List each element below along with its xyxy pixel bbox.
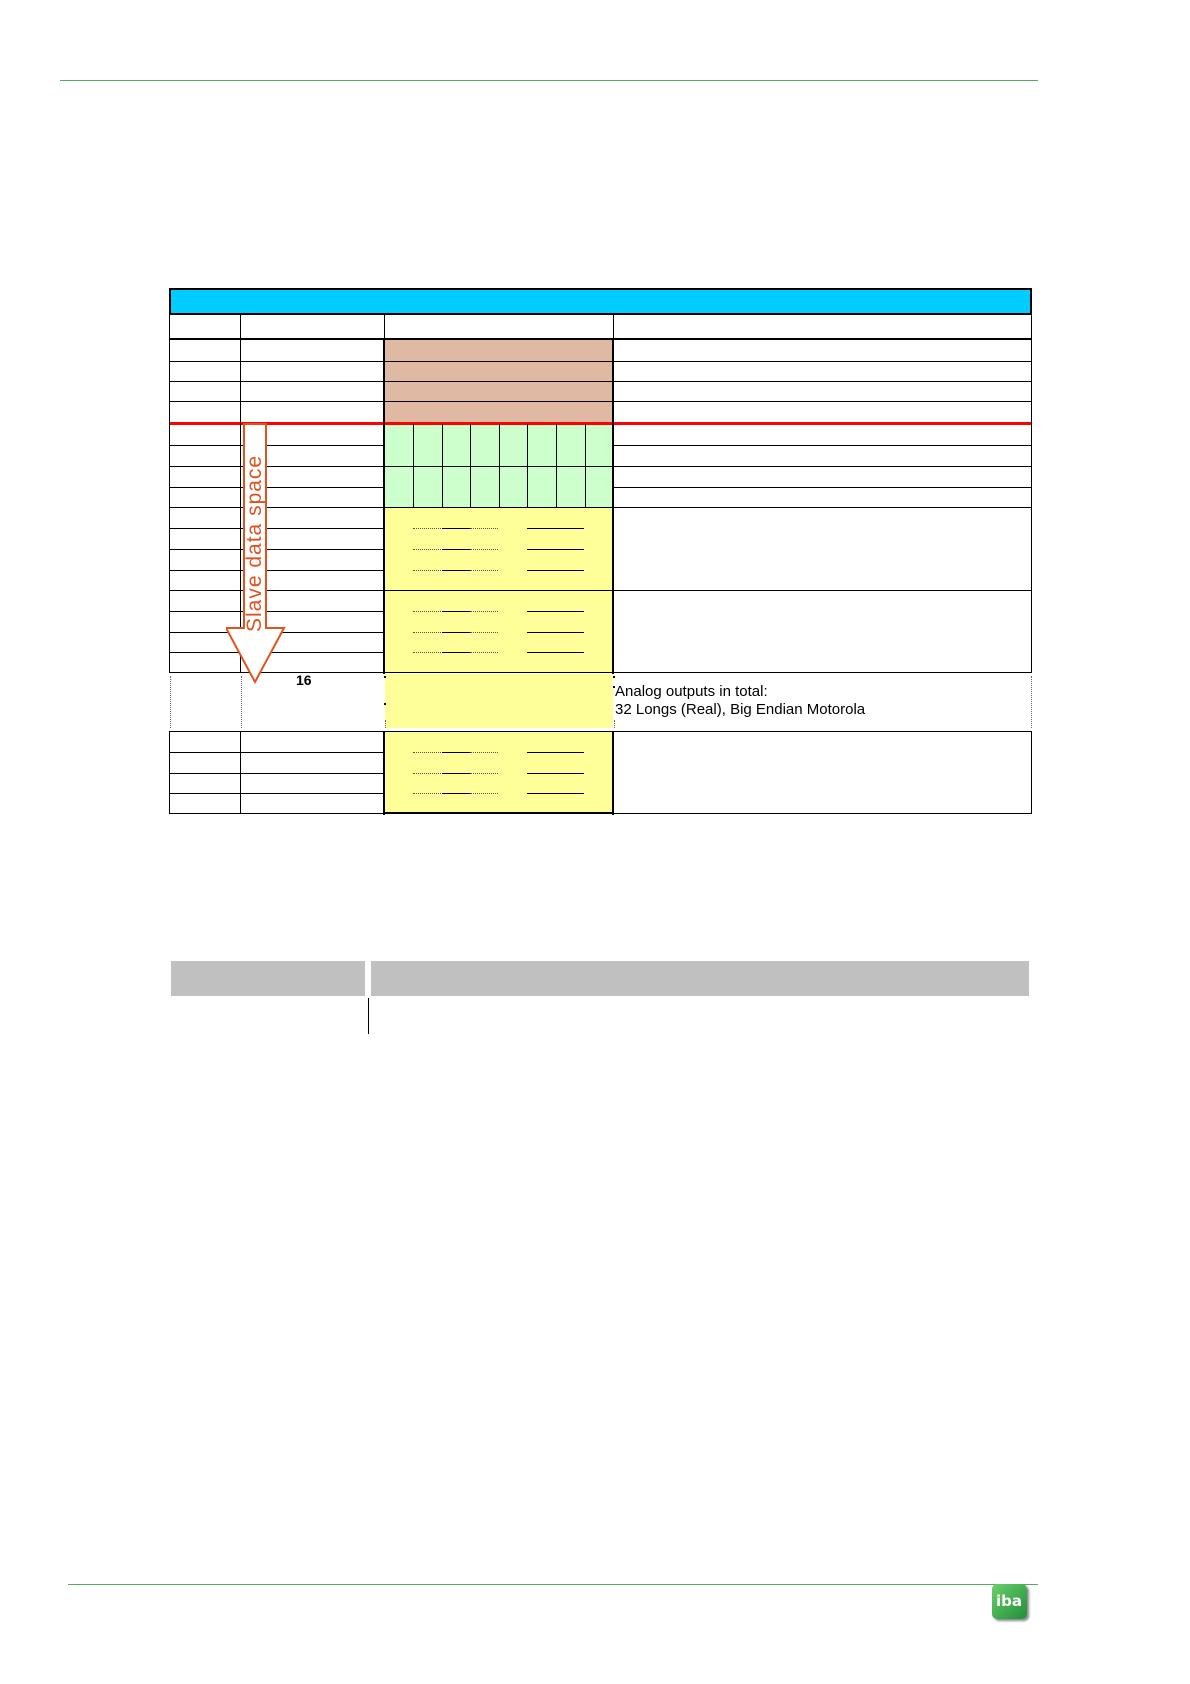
group-description (615, 683, 865, 719)
iba-logo-text: iba (996, 1592, 1023, 1610)
second-table-header-col2 (371, 961, 1029, 996)
analog-block-3 (385, 731, 613, 813)
second-table-header-col1 (171, 961, 365, 996)
iba-logo-icon (992, 1584, 1027, 1619)
slave-data-space-label: Slave data space (243, 454, 266, 632)
footer-rule (68, 1584, 1038, 1585)
group-offset-label: 16 (296, 672, 312, 688)
slave-area-start-marker (169, 422, 1032, 425)
analog-block-2 (385, 674, 613, 728)
header-rule (60, 80, 1038, 81)
group-description-line2: 32 Longs (Real), Big Endian Motorola (615, 701, 866, 718)
group-description-line1: Analog outputs in total: (615, 683, 768, 700)
table-title-bar (169, 288, 1032, 315)
second-table-divider (368, 998, 369, 1034)
table-column-header-row (169, 315, 1032, 339)
